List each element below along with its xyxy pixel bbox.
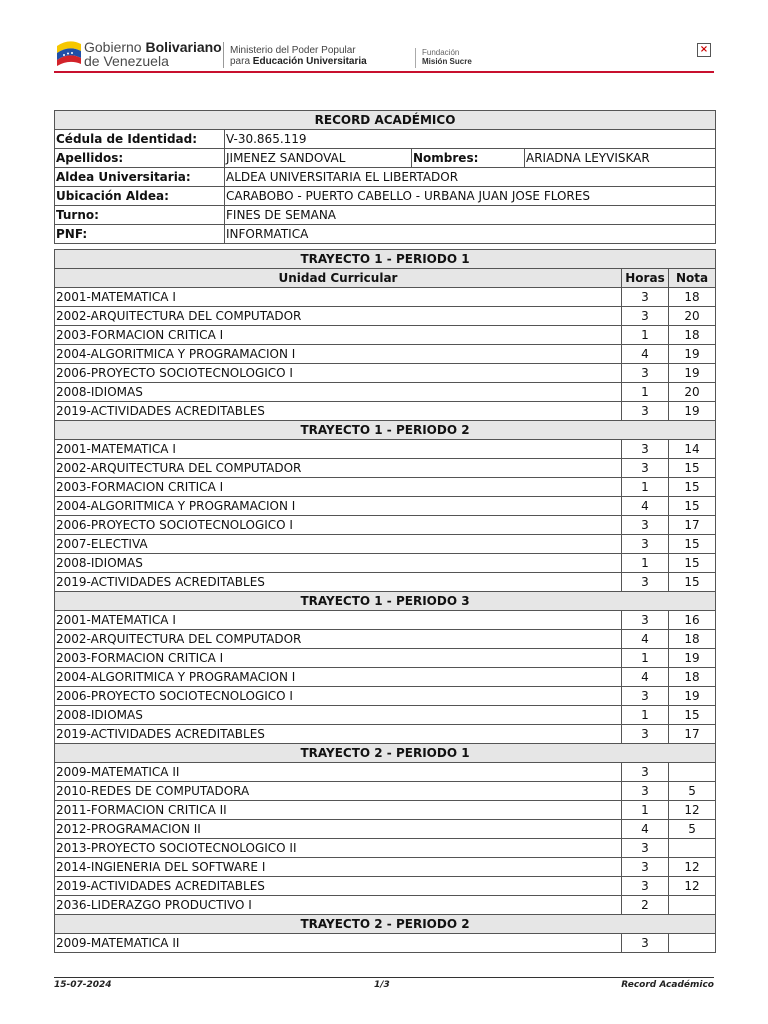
course-name: 2003-FORMACION CRITICA I bbox=[55, 478, 622, 497]
course-grade: 18 bbox=[669, 326, 716, 345]
venezuela-flag-icon bbox=[56, 38, 82, 66]
table-row bbox=[55, 459, 716, 478]
course-grade: 12 bbox=[669, 877, 716, 896]
course-hours: 4 bbox=[622, 820, 669, 839]
course-hours: 3 bbox=[622, 687, 669, 706]
student-info-table bbox=[54, 110, 716, 244]
table-row bbox=[55, 478, 716, 497]
table-row bbox=[55, 364, 716, 383]
ubicacion-label: Ubicación Aldea: bbox=[55, 187, 225, 206]
course-hours: 3 bbox=[622, 858, 669, 877]
table-row bbox=[55, 535, 716, 554]
course-hours: 4 bbox=[622, 630, 669, 649]
turno-label: Turno: bbox=[55, 206, 225, 225]
course-grade: 18 bbox=[669, 288, 716, 307]
course-hours: 1 bbox=[622, 801, 669, 820]
nombres-value: ARIADNA LEYVISKAR bbox=[525, 149, 716, 168]
course-grade: 5 bbox=[669, 782, 716, 801]
course-name: 2006-PROYECTO SOCIOTECNOLOGICO I bbox=[55, 516, 622, 535]
course-name: 2006-PROYECTO SOCIOTECNOLOGICO I bbox=[55, 364, 622, 383]
period-title: TRAYECTO 2 - PERIODO 1 bbox=[55, 744, 716, 763]
table-row bbox=[55, 497, 716, 516]
course-grade: 15 bbox=[669, 535, 716, 554]
course-name: 2008-IDIOMAS bbox=[55, 554, 622, 573]
table-row bbox=[55, 611, 716, 630]
course-name: 2002-ARQUITECTURA DEL COMPUTADOR bbox=[55, 459, 622, 478]
course-grade: 19 bbox=[669, 649, 716, 668]
course-hours: 2 bbox=[622, 896, 669, 915]
course-grade bbox=[669, 763, 716, 782]
course-hours: 3 bbox=[622, 402, 669, 421]
course-name: 2008-IDIOMAS bbox=[55, 383, 622, 402]
table-row bbox=[55, 896, 716, 915]
course-name: 2007-ELECTIVA bbox=[55, 535, 622, 554]
footer-document-name: Record Académico bbox=[621, 980, 714, 990]
table-row bbox=[55, 326, 716, 345]
course-hours: 1 bbox=[622, 706, 669, 725]
course-hours: 3 bbox=[622, 459, 669, 478]
column-header-unidad: Unidad Curricular bbox=[55, 269, 622, 288]
table-row bbox=[55, 307, 716, 326]
course-grade: 5 bbox=[669, 820, 716, 839]
course-name: 2010-REDES DE COMPUTADORA bbox=[55, 782, 622, 801]
course-hours: 3 bbox=[622, 516, 669, 535]
course-name: 2012-PROGRAMACION II bbox=[55, 820, 622, 839]
table-row bbox=[55, 801, 716, 820]
table-row bbox=[55, 345, 716, 364]
course-hours: 3 bbox=[622, 288, 669, 307]
grades-table bbox=[54, 249, 716, 953]
course-hours: 4 bbox=[622, 497, 669, 516]
aldea-label: Aldea Universitaria: bbox=[55, 168, 225, 187]
course-name: 2004-ALGORITMICA Y PROGRAMACION I bbox=[55, 668, 622, 687]
header-red-line bbox=[54, 71, 714, 73]
ubicacion-value: CARABOBO - PUERTO CABELLO - URBANA JUAN JOSE FLORES bbox=[225, 187, 716, 206]
table-row bbox=[55, 288, 716, 307]
footer-date: 15-07-2024 bbox=[54, 980, 112, 990]
period-title: TRAYECTO 2 - PERIODO 2 bbox=[55, 915, 716, 934]
course-name: 2009-MATEMATICA II bbox=[55, 934, 622, 953]
course-hours: 3 bbox=[622, 440, 669, 459]
course-name: 2001-MATEMATICA I bbox=[55, 440, 622, 459]
header-divider bbox=[223, 42, 224, 68]
table-row bbox=[55, 383, 716, 402]
course-name: 2002-ARQUITECTURA DEL COMPUTADOR bbox=[55, 630, 622, 649]
table-row bbox=[55, 839, 716, 858]
course-grade: 15 bbox=[669, 573, 716, 592]
course-grade: 15 bbox=[669, 706, 716, 725]
footer-page-number: 1/3 bbox=[374, 980, 390, 990]
course-name: 2001-MATEMATICA I bbox=[55, 611, 622, 630]
period-title: TRAYECTO 1 - PERIODO 1 bbox=[55, 250, 716, 269]
course-grade: 19 bbox=[669, 687, 716, 706]
course-grade: 15 bbox=[669, 478, 716, 497]
column-header-row bbox=[55, 269, 716, 288]
course-name: 2006-PROYECTO SOCIOTECNOLOGICO I bbox=[55, 687, 622, 706]
period-header-row bbox=[55, 744, 716, 763]
course-hours: 3 bbox=[622, 364, 669, 383]
course-grade bbox=[669, 934, 716, 953]
course-name: 2002-ARQUITECTURA DEL COMPUTADOR bbox=[55, 307, 622, 326]
aldea-value: ALDEA UNIVERSITARIA EL LIBERTADOR bbox=[225, 168, 716, 187]
course-grade: 15 bbox=[669, 554, 716, 573]
course-name: 2019-ACTIVIDADES ACREDITABLES bbox=[55, 877, 622, 896]
table-row bbox=[55, 782, 716, 801]
pnf-label: PNF: bbox=[55, 225, 225, 244]
course-name: 2011-FORMACION CRITICA II bbox=[55, 801, 622, 820]
period-title: TRAYECTO 1 - PERIODO 2 bbox=[55, 421, 716, 440]
government-logo-text: Gobierno Bolivariano de Venezuela bbox=[84, 39, 222, 69]
course-grade: 12 bbox=[669, 801, 716, 820]
page-header bbox=[54, 36, 714, 76]
period-header-row bbox=[55, 915, 716, 934]
course-hours: 4 bbox=[622, 345, 669, 364]
apellidos-value: JIMENEZ SANDOVAL bbox=[225, 149, 412, 168]
course-name: 2036-LIDERAZGO PRODUCTIVO I bbox=[55, 896, 622, 915]
course-hours: 1 bbox=[622, 554, 669, 573]
period-header-row bbox=[55, 250, 716, 269]
ministry-text: Ministerio del Poder Popular para Educación Universitaria bbox=[230, 45, 367, 67]
table-row bbox=[55, 877, 716, 896]
course-hours: 3 bbox=[622, 934, 669, 953]
course-grade: 20 bbox=[669, 307, 716, 326]
course-name: 2013-PROYECTO SOCIOTECNOLOGICO II bbox=[55, 839, 622, 858]
course-hours: 3 bbox=[622, 839, 669, 858]
foundation-text: Fundación Misión Sucre bbox=[422, 48, 472, 66]
course-grade: 16 bbox=[669, 611, 716, 630]
cedula-value: V-30.865.119 bbox=[225, 130, 716, 149]
course-grade: 12 bbox=[669, 858, 716, 877]
column-header-horas: Horas bbox=[622, 269, 669, 288]
nombres-label: Nombres: bbox=[412, 149, 525, 168]
course-hours: 1 bbox=[622, 478, 669, 497]
course-grade: 18 bbox=[669, 668, 716, 687]
course-name: 2019-ACTIVIDADES ACREDITABLES bbox=[55, 725, 622, 744]
course-name: 2003-FORMACION CRITICA I bbox=[55, 649, 622, 668]
table-row bbox=[55, 573, 716, 592]
table-row bbox=[55, 725, 716, 744]
course-grade: 20 bbox=[669, 383, 716, 402]
apellidos-label: Apellidos: bbox=[55, 149, 225, 168]
course-grade bbox=[669, 896, 716, 915]
record-title: RECORD ACADÉMICO bbox=[55, 111, 716, 130]
course-hours: 3 bbox=[622, 877, 669, 896]
course-name: 2008-IDIOMAS bbox=[55, 706, 622, 725]
course-name: 2001-MATEMATICA I bbox=[55, 288, 622, 307]
table-row bbox=[55, 934, 716, 953]
table-row bbox=[55, 630, 716, 649]
footer-divider bbox=[54, 977, 714, 978]
course-grade: 15 bbox=[669, 497, 716, 516]
course-hours: 1 bbox=[622, 383, 669, 402]
course-name: 2003-FORMACION CRITICA I bbox=[55, 326, 622, 345]
table-row bbox=[55, 687, 716, 706]
pnf-value: INFORMATICA bbox=[225, 225, 716, 244]
turno-value: FINES DE SEMANA bbox=[225, 206, 716, 225]
table-row bbox=[55, 668, 716, 687]
table-row bbox=[55, 440, 716, 459]
table-row bbox=[55, 706, 716, 725]
period-header-row bbox=[55, 592, 716, 611]
close-icon[interactable]: × bbox=[697, 43, 711, 57]
course-grade: 17 bbox=[669, 516, 716, 535]
period-header-row bbox=[55, 421, 716, 440]
course-name: 2019-ACTIVIDADES ACREDITABLES bbox=[55, 573, 622, 592]
table-row bbox=[55, 649, 716, 668]
course-grade: 18 bbox=[669, 630, 716, 649]
table-row bbox=[55, 763, 716, 782]
course-grade: 19 bbox=[669, 364, 716, 383]
course-hours: 3 bbox=[622, 782, 669, 801]
period-title: TRAYECTO 1 - PERIODO 3 bbox=[55, 592, 716, 611]
course-hours: 3 bbox=[622, 763, 669, 782]
course-name: 2009-MATEMATICA II bbox=[55, 763, 622, 782]
course-name: 2014-INGIENERIA DEL SOFTWARE I bbox=[55, 858, 622, 877]
course-grade: 17 bbox=[669, 725, 716, 744]
course-grade: 19 bbox=[669, 402, 716, 421]
course-name: 2004-ALGORITMICA Y PROGRAMACION I bbox=[55, 345, 622, 364]
course-hours: 1 bbox=[622, 649, 669, 668]
course-hours: 3 bbox=[622, 611, 669, 630]
course-hours: 4 bbox=[622, 668, 669, 687]
course-name: 2004-ALGORITMICA Y PROGRAMACION I bbox=[55, 497, 622, 516]
table-row bbox=[55, 820, 716, 839]
table-row bbox=[55, 554, 716, 573]
table-row bbox=[55, 402, 716, 421]
course-hours: 3 bbox=[622, 307, 669, 326]
table-row bbox=[55, 858, 716, 877]
course-grade: 15 bbox=[669, 459, 716, 478]
cedula-label: Cédula de Identidad: bbox=[55, 130, 225, 149]
course-hours: 3 bbox=[622, 535, 669, 554]
table-row bbox=[55, 516, 716, 535]
course-hours: 3 bbox=[622, 573, 669, 592]
course-grade: 14 bbox=[669, 440, 716, 459]
header-divider bbox=[415, 48, 416, 68]
course-grade bbox=[669, 839, 716, 858]
column-header-nota: Nota bbox=[669, 269, 716, 288]
course-grade: 19 bbox=[669, 345, 716, 364]
course-name: 2019-ACTIVIDADES ACREDITABLES bbox=[55, 402, 622, 421]
course-hours: 1 bbox=[622, 326, 669, 345]
course-hours: 3 bbox=[622, 725, 669, 744]
